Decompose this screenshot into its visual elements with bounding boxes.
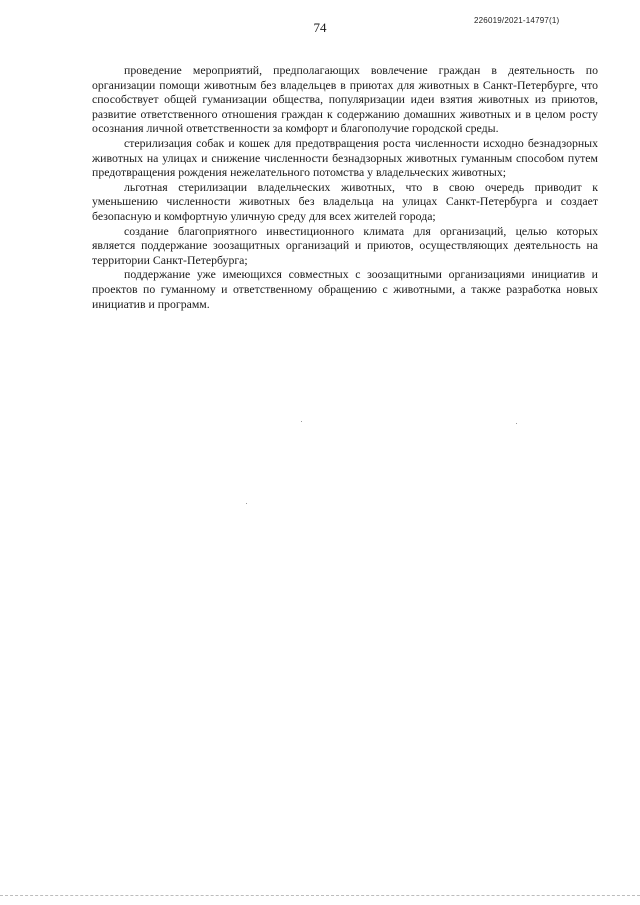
paragraph-4: создание благоприятного инвестиционного климата для организаций, целью которых является поддержание зоозащитных организаций и приютов, осуществляющих деятельность на территории Санкт-Петербурга; (92, 223, 598, 267)
paragraph-1: проведение мероприятий, предполагающих вовлечение граждан в деятельность по организации помощи животным без владельцев в приютах для животных в Санкт-Петербурге, что способствует общей гуманизации общества, популяризации идеи взятия животных из приютов, развитие ответственного отношения граждан к содержанию домашних животных и в целом росту осознания личной ответственности за комфорт и благополучие городской среды. (92, 63, 598, 136)
scan-speck (246, 503, 247, 504)
document-body (92, 63, 598, 311)
paragraph-2: стерилизация собак и кошек для предотвращения роста численности исходно безнадзорных животных на улицах и снижение численности безнадзорных животных гуманным способом путем предотвращения рождения нежелательного потомства у владельческих животных; (92, 135, 598, 180)
document-reference: 226019/2021-14797(1) (474, 16, 560, 25)
scan-speck (301, 421, 302, 422)
scan-edge-artifact (0, 895, 640, 896)
page-number: 74 (313, 20, 327, 35)
scan-speck (516, 423, 517, 424)
paragraph-3: льготная стерилизации владельческих животных, что в свою очередь приводит к уменьшению численности животных без владельца на улицах Санкт-Петербурга и создает безопасную и комфортную уличную среду для всех жителей города; (92, 179, 598, 223)
paragraph-5: поддержание уже имеющихся совместных с зоозащитными организациями инициатив и проектов по гуманному и ответственному обращению с животными, а также разработка новых инициатив и программ. (92, 267, 598, 311)
